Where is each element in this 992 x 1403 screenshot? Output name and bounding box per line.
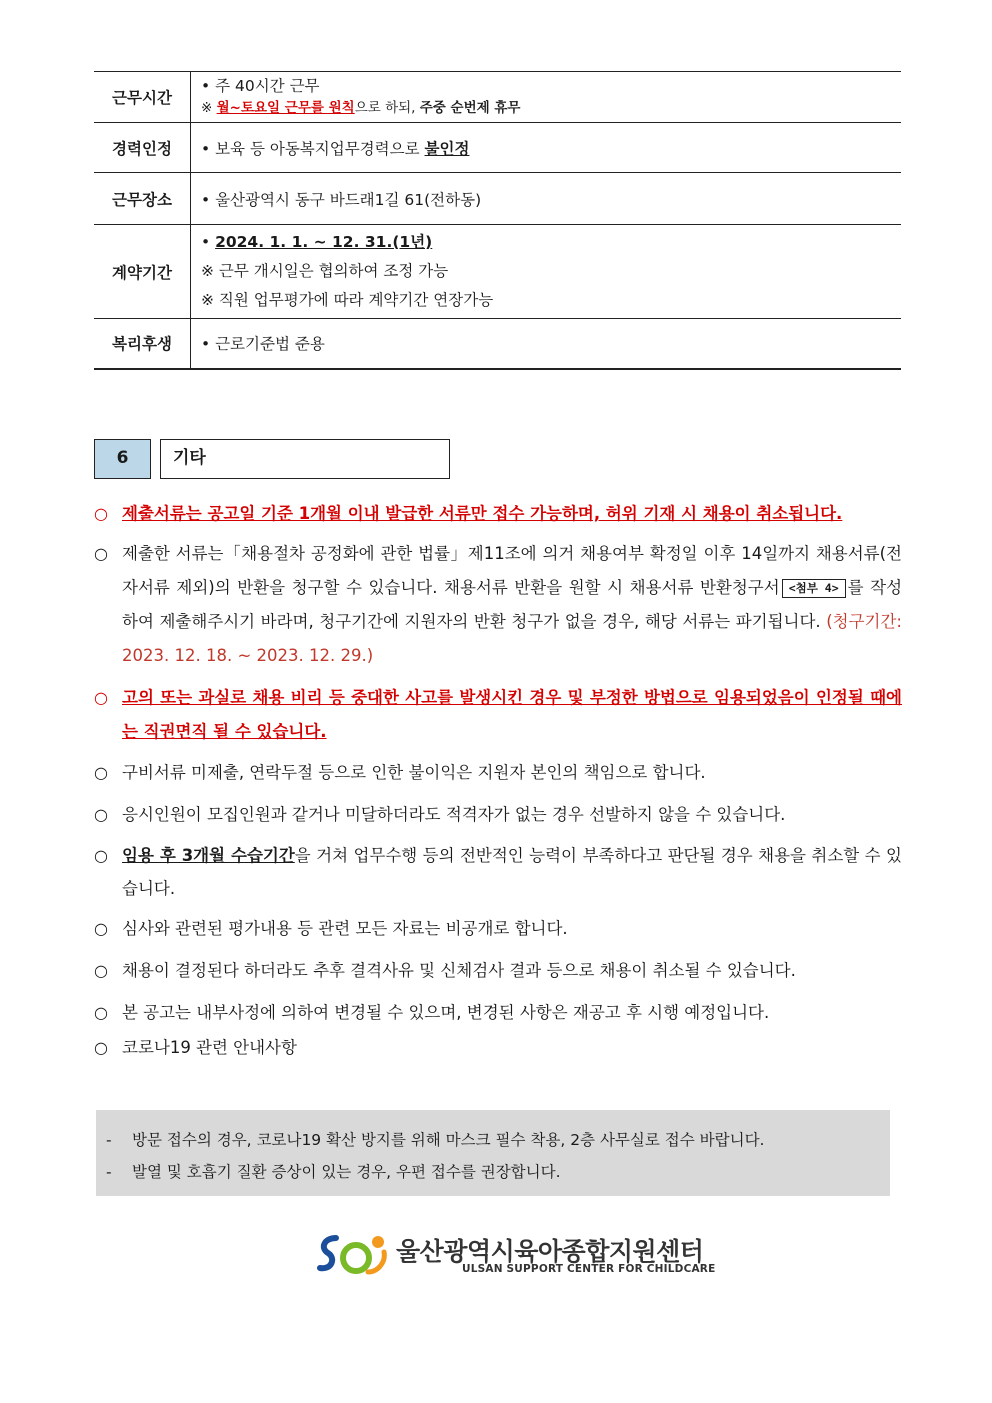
circle-marker: ○ — [94, 846, 108, 865]
notice-list — [94, 494, 902, 1063]
center-logo — [316, 1228, 716, 1280]
row-emphasis: 불인정 — [424, 139, 470, 158]
logo-mark-icon — [316, 1228, 390, 1280]
dash-marker: - — [106, 1131, 112, 1149]
list-item — [94, 681, 902, 749]
item-text: 제출한 서류는「채용절차 공정화에 관한 법률」제11조에 의거 채용여부 확정일 이후 14일까지 채용서류(전자서류 제외)의 반환을 청구할 수 있습니다. 채용서류 반환을 원할 시 채용서류 반환청구서 — [122, 544, 902, 597]
item-text: 을 거쳐 업무수행 등의 전반적인 능력이 부족하다고 판단될 경우 채용을 취소할 수 있습니다. — [122, 846, 902, 898]
table-row — [94, 123, 901, 173]
logo-name-korean: 울산광역시육아종합지원센터 — [396, 1237, 704, 1266]
section-title: 기타 — [160, 439, 450, 479]
notice-text: 발열 및 호흡기 질환 증상이 있는 경우, 우편 접수를 권장합니다. — [132, 1163, 561, 1181]
circle-marker: ○ — [94, 688, 108, 707]
circle-marker: ○ — [94, 1003, 108, 1022]
circle-marker: ○ — [94, 1038, 108, 1057]
circle-marker: ○ — [94, 504, 108, 523]
item-text: 심사와 관련된 평가내용 등 관련 모든 자료는 비공개로 합니다. — [122, 919, 568, 938]
list-item — [94, 753, 902, 793]
item-text: 구비서류 미제출, 연락두절 등으로 인한 불이익은 지원자 본인의 책임으로 합니다. — [122, 763, 706, 782]
list-item — [94, 951, 902, 991]
item-text: 본 공고는 내부사정에 의하여 변경될 수 있으며, 변경된 사항은 재공고 후 시행 예정입니다. — [122, 1003, 770, 1022]
notice-line — [96, 1156, 890, 1188]
employment-info-table — [94, 71, 901, 370]
row-line: ※ 근무 개시일은 협의하여 조정 가능 — [201, 262, 449, 280]
item-text: 를 작성하여 제출해주시기 바라며, 청구기간에 지원자의 반환 청구가 없을 경우, 해당 서류는 파기됩니다. — [122, 578, 903, 631]
row-line: • 주 40시간 근무 — [201, 77, 320, 95]
item-text: 응시인원이 모집인원과 같거나 미달하더라도 적격자가 없는 경우 선발하지 않을 수 있습니다. — [122, 805, 786, 824]
contract-period: 2024. 1. 1. ~ 12. 31.(1년) — [215, 233, 433, 251]
bullet: • — [201, 233, 216, 251]
attachment-tag: <첨부 4> — [782, 579, 846, 598]
table-row — [94, 319, 901, 369]
circle-marker: ○ — [94, 805, 108, 824]
list-item — [94, 494, 902, 534]
circle-marker: ○ — [94, 961, 108, 980]
row-line — [201, 228, 901, 257]
list-item — [94, 909, 902, 949]
note-text: 으로 하되, — [354, 100, 420, 116]
row-label: 근무장소 — [94, 173, 191, 225]
covid-notice-box — [96, 1110, 890, 1196]
item-text: 제출서류는 공고일 기준 1개월 이내 발급한 서류만 접수 가능하며, 허위 기재 시 채용이 취소됩니다. — [122, 504, 843, 523]
row-note — [201, 97, 901, 119]
note-mark: ※ — [201, 100, 217, 116]
table-row — [94, 72, 901, 123]
note-bold: 주중 순번제 휴무 — [419, 100, 521, 116]
circle-marker: ○ — [94, 544, 108, 563]
row-label: 경력인정 — [94, 123, 191, 173]
item-emphasis: 임용 후 3개월 수습기간 — [122, 846, 295, 865]
list-item — [94, 795, 902, 835]
notice-text: 방문 접수의 경우, 코로나19 확산 방지를 위해 마스크 필수 착용, 2층 사무실로 접수 바랍니다. — [132, 1131, 765, 1149]
item-text: 채용이 결정된다 하더라도 추후 결격사유 및 신체검사 결과 등으로 채용이 취소될 수 있습니다. — [122, 961, 796, 980]
logo-name-english: ULSAN SUPPORT CENTER FOR CHILDCARE — [462, 1263, 716, 1275]
row-text: • 근로기준법 준용 — [191, 319, 902, 369]
circle-marker: ○ — [94, 763, 108, 782]
dash-marker: - — [106, 1163, 112, 1181]
row-label: 복리후생 — [94, 319, 191, 369]
note-emphasis: 월~토요일 근무를 원칙 — [216, 100, 355, 116]
list-item — [94, 1033, 902, 1063]
row-text: • 보육 등 아동복지업무경력으로 — [201, 139, 425, 158]
item-text: 코로나19 관련 안내사항 — [122, 1038, 297, 1057]
row-content — [191, 72, 902, 123]
table-row — [94, 225, 901, 319]
row-line: ※ 직원 업무평가에 따라 계약기간 연장가능 — [201, 291, 494, 309]
item-text: 고의 또는 과실로 채용 비리 등 중대한 사고를 발생시킨 경우 및 부정한 방법으로 임용되었음이 인정될 때에는 직권면직 될 수 있습니다. — [122, 688, 902, 741]
row-content — [191, 123, 902, 173]
list-item — [94, 839, 902, 905]
row-text: • 울산광역시 동구 바드래1길 61(전하동) — [191, 173, 902, 225]
list-item — [94, 993, 902, 1033]
row-label: 계약기간 — [94, 225, 191, 319]
row-content — [191, 225, 902, 319]
circle-marker: ○ — [94, 919, 108, 938]
row-label: 근무시간 — [94, 72, 191, 123]
section-number: 6 — [94, 439, 151, 479]
list-item — [94, 537, 902, 673]
notice-line — [96, 1124, 890, 1156]
request-period: (청구기간: 2023. 12. 18. ~ 2023. 12. 29.) — [122, 612, 902, 665]
table-row — [94, 173, 901, 225]
